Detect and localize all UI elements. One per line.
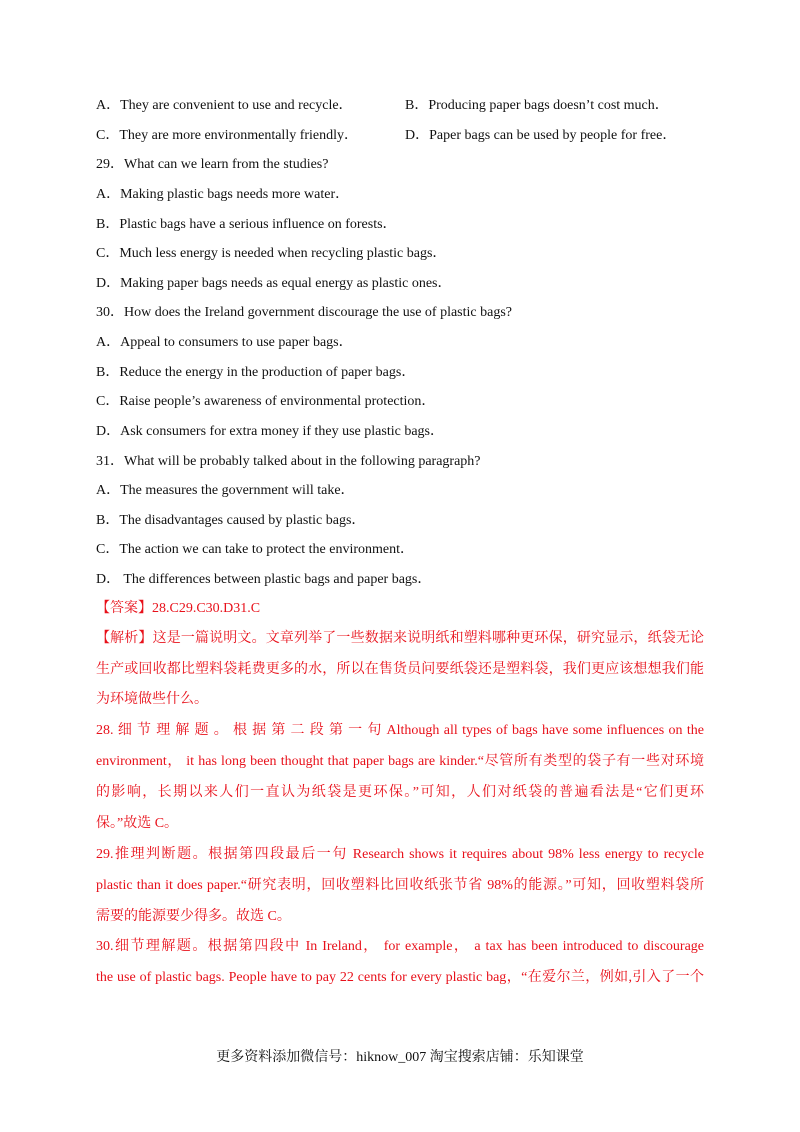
- q30-option-b: B．Reduce the energy in the production of paper bags．: [96, 365, 416, 380]
- q31-stem: 31．What will be probably talked about in the following paragraph?: [96, 454, 481, 469]
- explain29-line: 需要的能源要少得多。故选 C。: [96, 909, 291, 924]
- q31-option-c: C．The action we can take to protect the environment．: [96, 542, 415, 557]
- analysis-line: 为环境做些什么。: [96, 692, 208, 707]
- q31-option-d: D． The differences between plastic bags and paper bags．: [96, 572, 432, 587]
- q29-option-d: D．Making paper bags needs as equal energy as plastic ones．: [96, 276, 452, 291]
- q30-option-d: D．Ask consumers for extra money if they use plastic bags．: [96, 424, 444, 439]
- q29-option-b: B．Plastic bags have a serious influence on forests．: [96, 217, 397, 232]
- explain28-line: 的影响，长期以来人们一直认为纸袋是更环保。”可知，人们对纸袋的普遍看法是“它们更环: [96, 785, 704, 800]
- q28-option-b: B．Producing paper bags doesn’t cost much．: [405, 98, 669, 113]
- q31-option-b: B．The disadvantages caused by plastic bags．: [96, 513, 366, 528]
- explain30-line: the use of plastic bags. People have to pay 22 cents for every plastic bag，“在爱尔兰，例如,引入了一个: [96, 970, 704, 985]
- q30-option-a: A．Appeal to consumers to use paper bags．: [96, 335, 353, 350]
- analysis-line: 【解析】这是一篇说明文。文章列举了一些数据来说明纸和塑料哪种更环保，研究显示，纸袋无论: [96, 631, 704, 646]
- explain28-line: 28. 细 节 理 解 题 。 根 据 第 二 段 第 一 句 Although all types of bags have some influences on the: [96, 723, 704, 738]
- q31-option-a: A．The measures the government will take．: [96, 483, 355, 498]
- explain28-line: environment， it has long been thought that paper bags are kinder.“尽管所有类型的袋子有一些对环境: [96, 754, 704, 769]
- explain30-line: 30.细节理解题。根据第四段中 In Ireland， for example， a tax has been introduced to discourage: [96, 939, 704, 954]
- page-footer: 更多资料添加微信号：hiknow_007 淘宝搜索店铺：乐知课堂: [216, 1050, 584, 1065]
- q30-option-c: C．Raise people’s awareness of environmental protection．: [96, 394, 436, 409]
- explain29-line: 29.推理判断题。根据第四段最后一句 Research shows it requires about 98% less energy to recycle: [96, 847, 704, 862]
- answer-key: 【答案】28.C29.C30.D31.C: [96, 601, 261, 616]
- q29-option-c: C．Much less energy is needed when recycling plastic bags．: [96, 246, 447, 261]
- q29-stem: 29．What can we learn from the studies?: [96, 157, 329, 172]
- explain28-line: 保。”故选 C。: [96, 816, 179, 831]
- q28-option-a: A．They are convenient to use and recycle．: [96, 98, 353, 113]
- analysis-line: 生产或回收都比塑料袋耗费更多的水，所以在售货员问要纸袋还是塑料袋，我们更应该想想我们能: [96, 662, 704, 677]
- q28-option-c: C．They are more environmentally friendly．: [96, 128, 359, 143]
- explain29-line: plastic than it does paper.“研究表明，回收塑料比回收纸张节省 98%的能源。”可知，回收塑料袋所: [96, 878, 704, 893]
- q28-option-d: D．Paper bags can be used by people for free．: [405, 128, 677, 143]
- q29-option-a: A．Making plastic bags needs more water．: [96, 187, 350, 202]
- q30-stem: 30．How does the Ireland government discourage the use of plastic bags?: [96, 305, 512, 320]
